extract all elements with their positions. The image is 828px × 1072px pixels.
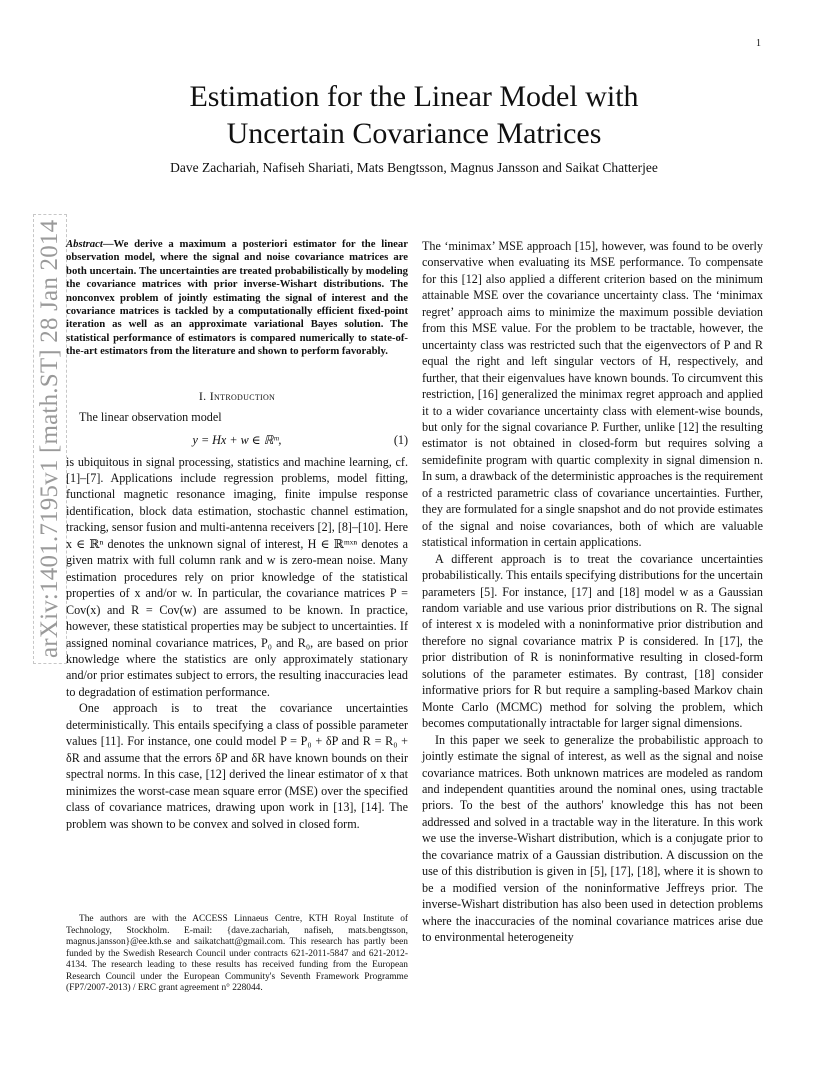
- intro-paragraph-3: One approach is to treat the covariance uncertainties deterministically. This entails specifying a class of possible parameter values [11]. For instance, one could model P = P₀ + δP and R = R₀ + δR and assume that the errors δP and δR have known bounds on their spectral norms. In this case, [12] derived the linear estimator of x that minimizes the worst-case mean square error (MSE) over the specified class of covariance matrices, drawing upon work in [13], [14]. The problem was shown to be convex and solved in closed form.: [66, 701, 408, 831]
- section-heading: [66, 388, 408, 404]
- title-line-2: Uncertain Covariance Matrices: [226, 117, 602, 150]
- equation-body: y = Hx + w ∈ ℝᵐ,: [192, 432, 282, 447]
- right-paragraph-2: A different approach is to treat the covariance uncertainties probabilistically. This entails specifying distributions for the uncertain parameters [5]. For instance, [17] and [18] model w as a Gaussian random variable and use various prior distributions on R. The signal of interest x is modeled with a noninformative prior distribution and therefore no signal covariance matrix P is considered. In [17], the prior distribution of R is noninformative resulting in closed-form solutions of the parameter estimates. By contrast, [18] consider informative priors for R but require a sampling-based Markov chain Monte Carlo (MCMC) method for solving the problem, which becomes computationally intractable for larger signal dimensions.: [422, 551, 763, 731]
- right-column: [422, 238, 763, 945]
- title-line-1: Estimation for the Linear Model with: [189, 80, 639, 113]
- arxiv-stamp: arXiv:1401.7195v1 [math.ST] 28 Jan 2014: [36, 219, 63, 658]
- right-paragraph-1: The ‘minimax’ MSE approach [15], however, was found to be overly conservative when evaluating its MSE performance. To compensate for this [12] also applied a different criterion based on the minimum attainable MSE over the covariance uncertainty class. The ‘minimax regret’ approach aims to minimize the maximum possible deviation from this MSE value. For the problem to be tractable, however, the uncertainty class was restricted such that the eigenvectors of P and R equal the right and left singular vectors of H, respectively, and further, that their eigenvalues have known bounds. To circumvent this restriction, [16] generalized the minimax regret approach and applied it to a wider covariance uncertainty class with element-wise bounds, but only for the signal covariance P. Further, unlike [12] the resulting estimator is not obtained in closed-form but requires solving a semidefinite program with quartic complexity in signal dimension n. In sum, a drawback of the deterministic approaches is the requirement of a restricted parametric class of covariance uncertainties. Further, they are formulated for a single snapshot and do not provide estimates of the signal and noise covariances, both of which are valuable statistical information in certain applications.: [422, 239, 763, 550]
- left-column: [66, 238, 408, 832]
- equation-1: [66, 426, 408, 454]
- abstract: [66, 238, 408, 359]
- abstract-text: —We derive a maximum a posteriori estimator for the linear observation model, where the signal and noise covariance matrices are both uncertain. The uncertainties are treated probabilistically by modeling the covariance matrices with prior inverse-Wishart distributions. The nonconvex problem of jointly estimating the signal of interest and the covariance matrices is tackled by a computationally efficient fixed-point iteration as well as an approximate variational Bayes solution. The statistical performance of estimators is compared numerically to state-of-the-art estimators from the literature and shown to perform favorably.: [66, 238, 408, 358]
- author-list: Dave Zachariah, Nafiseh Shariati, Mats Bengtsson, Magnus Jansson and Saikat Chatterjee: [170, 160, 658, 175]
- paper-title: [0, 78, 828, 152]
- abstract-label: Abstract: [66, 238, 103, 250]
- equation-number: (1): [393, 432, 408, 447]
- footnote: [66, 914, 408, 995]
- section-number: I.: [198, 388, 207, 403]
- intro-paragraph-2: is ubiquitous in signal processing, statistics and machine learning, cf. [1]–[7]. Applications include regression problems, model fitting, functional magnetic resonance imaging, finite impulse response identification, block data estimation, stochastic channel estimation, tracking, sensor fusion and multi-antenna receivers [2], [8]–[10]. Here x ∈ ℝⁿ denotes the unknown signal of interest, H ∈ ℝᵐˣⁿ denotes a given matrix with full column rank and w is zero-mean noise. Many estimation procedures rely on prior knowledge of the statistical properties of x and/or w. In particular, the covariance matrices P = Cov(x) and R = Cov(w) are assumed to be known. In practice, however, these statistical properties may be subject to uncertainties. If assigned nominal covariance matrices, P₀ and R₀, are based on prior knowledge where the statistics are only approximately stationary and/or prior estimates subject to errors, the resulting inaccuracies lead to degradation of estimation performance.: [66, 454, 408, 699]
- intro-paragraph-1: The linear observation model: [79, 410, 222, 425]
- section-title: Introduction: [209, 388, 276, 403]
- footnote-text: The authors are with the ACCESS Linnaeus Centre, KTH Royal Institute of Technology, Stockholm. E-mail: {dave.zachariah, nafiseh, mats.bengtsson, magnus.jansson}@ee.kth.se and saikatchatt@gmail.com. This research has partly been funded by the Swedish Research Council under contracts 621-2011-5847 and 621-2012-4134. The research leading to these results has received funding from the European Research Council under the European Community's Seventh Framework Programme (FP7/2007-2013) / ERC grant agreement n° 228044.: [66, 914, 408, 994]
- page-number: 1: [756, 38, 761, 49]
- right-paragraph-3: In this paper we seek to generalize the probabilistic approach to jointly estimate the signal of interest, as well as the signal and noise covariance matrices. Both unknown matrices are modeled as random and independent quantities around the nominal ones, using tractable priors. To the best of the authors' knowledge this has not been addressed and solved in a tractable way in the literature. In this work we use the inverse-Wishart distribution, which is a conjugate prior to the covariance matrix of a Gaussian distribution. A discussion on the use of this distribution is given in [5], [17], [18], where it is shown to be a modified version of the noninformative Jeffreys prior. The inverse-Wishart distribution has also been used in detection problems where the inaccuracies of the nominal covariance matrices arise due to environmental heterogeneity: [422, 732, 763, 945]
